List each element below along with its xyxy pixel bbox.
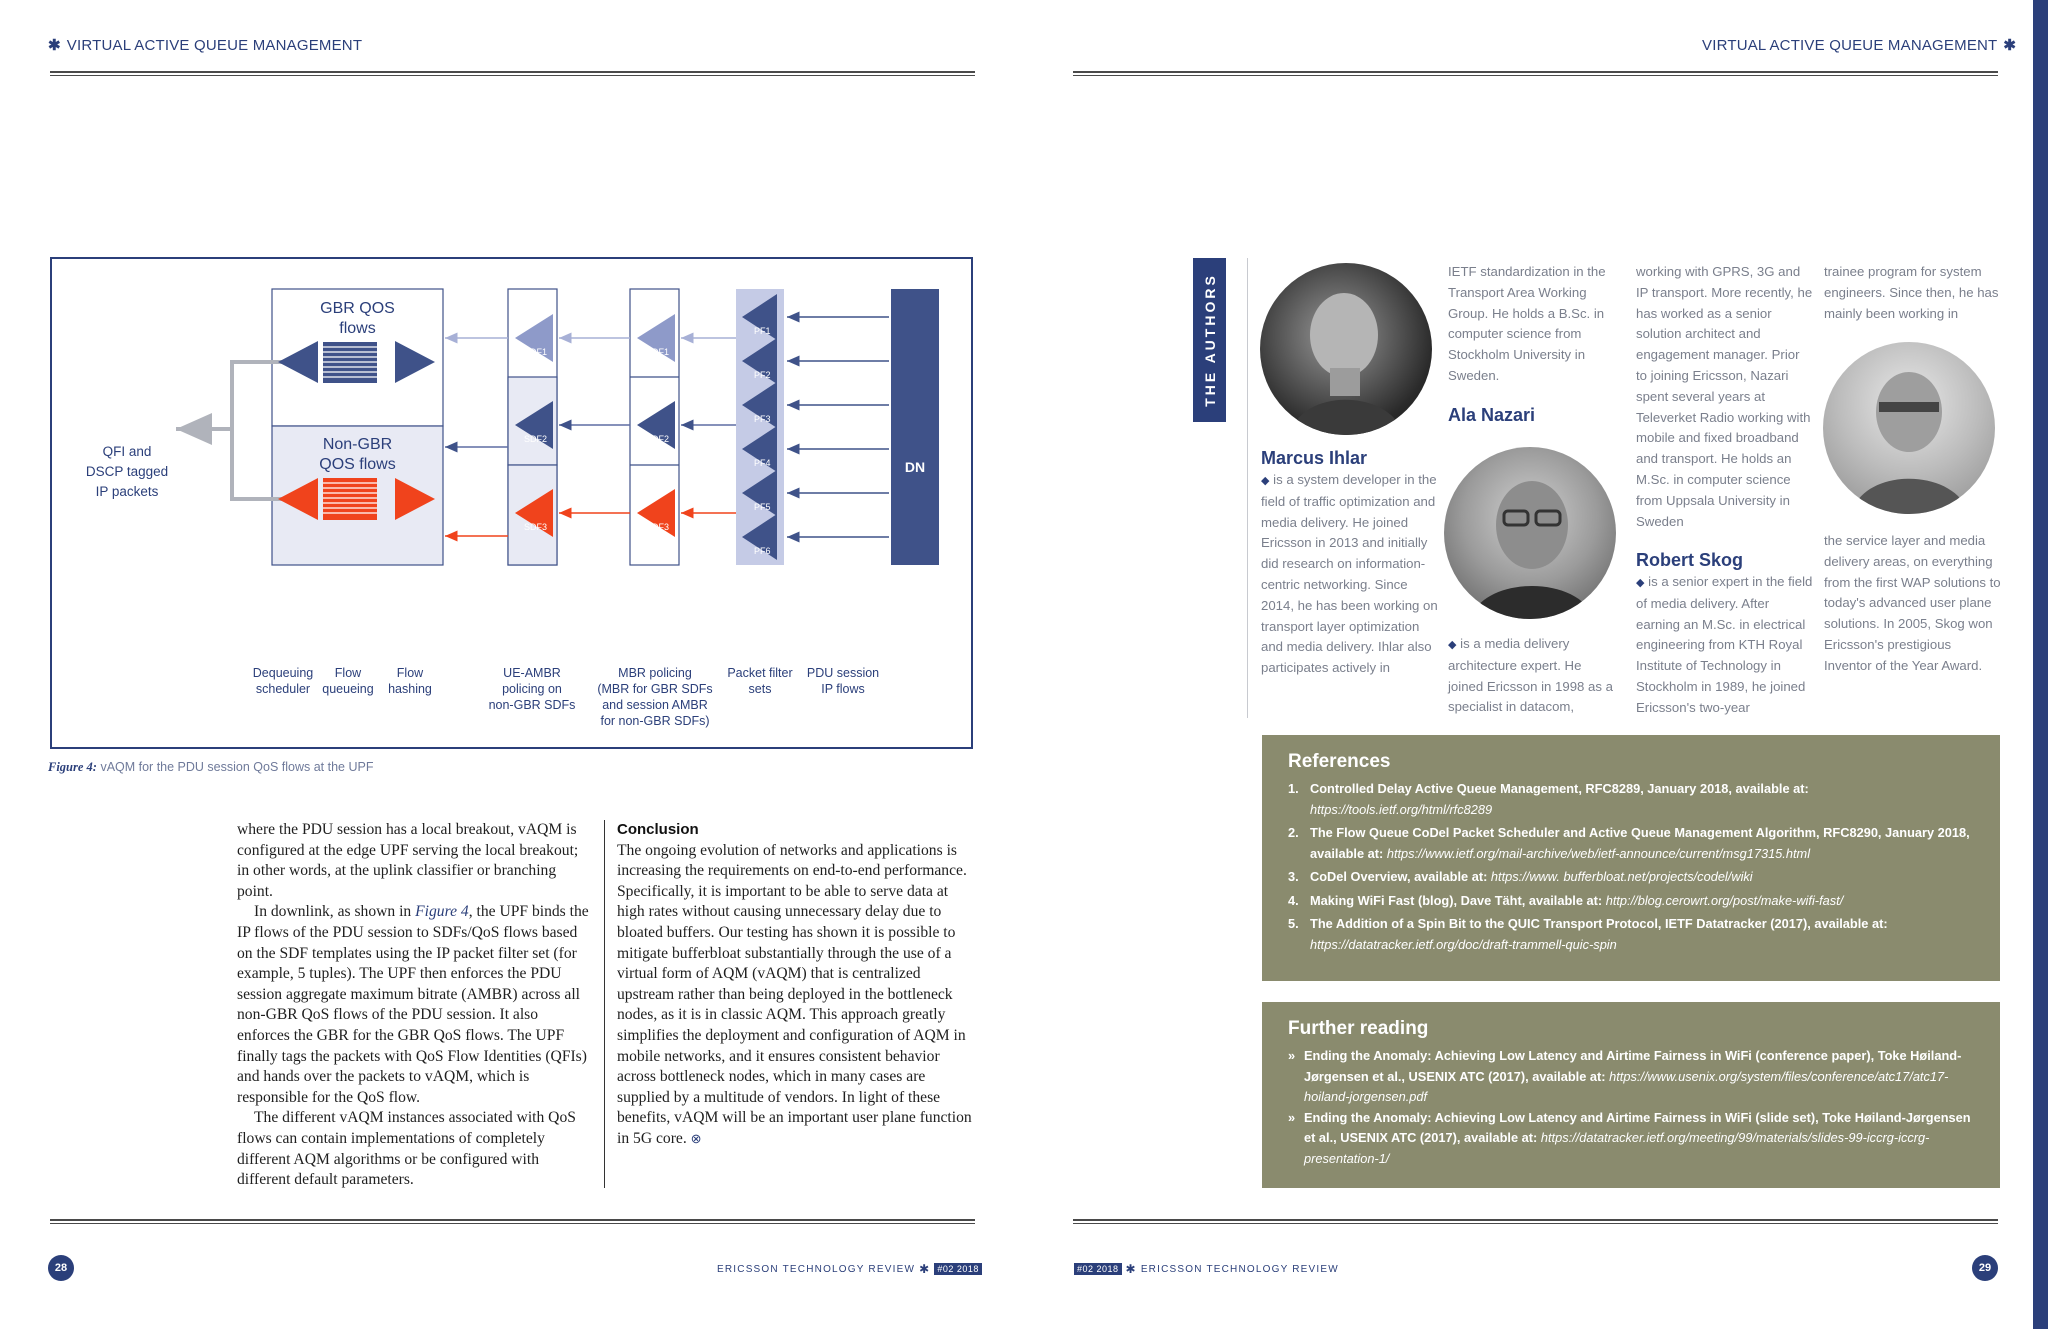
- sdf1-mbr: SDF1: [646, 347, 670, 357]
- header-rule-right: [1073, 71, 1998, 76]
- portrait-icon: [1444, 447, 1616, 619]
- avatar-robert: [1823, 342, 1995, 514]
- avatar-ala: [1444, 447, 1616, 619]
- footer-rule-right: [1073, 1219, 1998, 1224]
- conclusion-text: The ongoing evolution of networks and applications is increasing the requirements on end-to-end performance. Specifically, it is important to be able to serve data at high rates without causing unnecessary delay due to bloated buffers. Our testing has shown it is possible to mitigate bufferbloat substantially through the use of a virtual form of AQM (vAQM) that is centralized upstream rather than being deployed in the bottleneck nodes, as it is in classic AQM. This approach greatly simplifies the deployment and configuration of AQM in mobile networks, and it ensures consistent behavior across bottleneck nodes, which in many cases are supplied by a multitude of vendors. In light of these benefits, vAQM will be an important user plane function in 5G core.: [617, 841, 972, 1147]
- label-ue-ambr: UE-AMBR policing on non-GBR SDFs: [488, 666, 576, 712]
- bio-ala: ◆ is a media delivery architecture expert. He joined Ericsson in 1998 as a specialist in datacom,: [1448, 636, 1613, 715]
- dn-label: DN: [904, 459, 926, 475]
- references-list: [1288, 779, 1974, 955]
- reference-item: 5. The Addition of a Spin Bit to the QUIC Transport Protocol, IETF Datatracker (2017), available at: https://datatracker.ietf.org/doc/draft-trammell-quic-spin: [1288, 916, 1888, 952]
- diamond-bullet-icon: ◆: [1636, 577, 1645, 589]
- asterisk-icon: ✱: [919, 1262, 931, 1276]
- author-name-ala: Ala Nazari: [1448, 405, 1536, 425]
- sdf2-mbr: SDF2: [646, 434, 670, 444]
- bio-col3-top: working with GPRS, 3G and IP transport. More recently, he has worked as a senior solution architect and engagement manager. Prior to joining Ericsson, Nazari spent several years at Televerket Radio working with mobile and fixed broadband and transport. He holds an M.Sc. in computer science from Uppsala University in Sweden: [1636, 264, 1813, 529]
- reference-item: 2. The Flow Queue CoDel Packet Scheduler and Active Queue Management Algorithm, RFC8290, January 2018, available at: https://www.ietf.org/mail-archive/web/ietf-announce/current/msg17315.html: [1288, 825, 1970, 861]
- further-link[interactable]: https://datatracker.ietf.org/meeting/99/materials/slides-99-iccrg-iccrg-presentation-1/: [1304, 1130, 1930, 1166]
- author-name-marcus: Marcus Ihlar: [1261, 448, 1368, 468]
- bio-col2-top: IETF standardization in the Transport Area Working Group. He holds a B.Sc. in computer science from Stockholm University in Sweden.: [1448, 264, 1606, 383]
- paragraph: where the PDU session has a local breakout, vAQM is configured at the edge UPF serving the local breakout; in other words, at the uplink classifier or branching point.: [237, 821, 579, 900]
- paragraph: In downlink, as shown in Figure 4, the UPF binds the IP flows of the PDU session to SDFs/QoS flows based on the SDF templates using the IP packet filter set (for example, 5 tuples). The UPF then enforces the PDU session aggregate maximum bitrate (AMBR) across all non-GBR QoS flows of the PDU session. It also enforces the GBR for the GBR QoS flows. The UPF finally tags the packets with QoS Flow Identities (QFIs) and hands over the packets to vAQM, which is responsible for the QoS flow.: [237, 903, 589, 1106]
- pf1-label: PF1: [754, 326, 771, 336]
- label-mbr: MBR policing (MBR for GBR SDFs and session AMBR for non-GBR SDFs): [597, 666, 713, 728]
- reference-link[interactable]: https://datatracker.ietf.org/doc/draft-trammell-quic-spin: [1310, 936, 1617, 952]
- portrait-icon: [1260, 263, 1432, 435]
- body-column-1: [237, 820, 591, 1191]
- reference-link[interactable]: https://www. bufferbloat.net/projects/codel/wiki: [1490, 869, 1753, 884]
- bio-robert: Robert Skog ◆ is a senior expert in the field of media delivery. After earning an M.Sc. in electrical engineering from KTH Royal Institute of Technology in Stockholm in 1989, he joined Ericsson's two-year: [1636, 550, 1813, 715]
- portrait-icon: [1823, 342, 1995, 514]
- reference-item: 1. Controlled Delay Active Queue Management, RFC8289, January 2018, available at: https://tools.ietf.org/html/rfc8289: [1288, 781, 1809, 817]
- reference-link[interactable]: https://www.ietf.org/mail-archive/web/ietf-announce/current/msg17315.html: [1386, 845, 1811, 861]
- label-flow-hashing: Flow hashing: [388, 666, 432, 696]
- pf5-label: PF5: [754, 502, 771, 512]
- figure-4-link[interactable]: Figure 4: [415, 903, 469, 921]
- sdf3-mbr: SDF3: [646, 522, 670, 532]
- further-reading-heading: Further reading: [1288, 1018, 1429, 1039]
- further-reading-box: [1262, 1002, 2000, 1188]
- further-item: » Ending the Anomaly: Achieving Low Latency and Airtime Fairness in WiFi (conference paper), Toke Høiland-Jørgensen et al., USENIX ATC (2017), available at: https://www.usenix.org/system/files/conference/atc17/atc17-hoiland-jorgensen.pdf: [1288, 1046, 1974, 1108]
- sdf2-ue: SDF2: [524, 434, 548, 444]
- running-header-left: ✱ VIRTUAL ACTIVE QUEUE MANAGEMENT: [48, 37, 363, 54]
- references-box: [1262, 735, 2000, 981]
- reference-link[interactable]: http://blog.cerowrt.org/post/make-wifi-fast/: [1605, 892, 1844, 908]
- figure-frame: [50, 257, 973, 749]
- pf3-label: PF3: [754, 414, 771, 424]
- authors-tab: THE AUTHORS: [1193, 258, 1226, 422]
- conclusion-heading: Conclusion: [617, 821, 699, 838]
- footer-rule-left: [50, 1219, 975, 1224]
- diamond-bullet-icon: ◆: [1448, 639, 1457, 651]
- header-rule-left: [50, 71, 975, 76]
- author-name-robert: Robert Skog: [1636, 550, 1744, 570]
- reference-item: 3. CoDel Overview, available at: https://www. bufferbloat.net/projects/codel/wiki: [1288, 869, 1753, 884]
- chevron-bullet-icon: »: [1288, 1048, 1296, 1063]
- reference-link[interactable]: https://tools.ietf.org/html/rfc8289: [1310, 801, 1493, 817]
- label-flow-queueing: Flow queueing: [322, 666, 374, 696]
- label-dequeuing: Dequeuing scheduler: [252, 666, 314, 696]
- chevron-bullet-icon: »: [1288, 1109, 1296, 1125]
- diamond-bullet-icon: ◆: [1261, 475, 1270, 487]
- pf2-label: PF2: [754, 370, 771, 380]
- qfi-label: QFI and DSCP tagged IP packets: [85, 444, 169, 499]
- bio-col4-top: trainee program for system engineers. Since then, he has mainly been working in: [1824, 264, 1999, 321]
- end-mark-icon: ⊗: [690, 1130, 702, 1146]
- authors-divider: [1247, 258, 1248, 718]
- page-number-right: 29: [1972, 1255, 1998, 1281]
- bio-col4-bottom: the service layer and media delivery areas, on everything from the first WAP solutions to today's advanced user plane solutions. In 2005, Skog won Ericsson's prestigious Inventor of the Year Award.: [1824, 533, 2001, 673]
- gbr-label: GBR QOS flows: [320, 300, 395, 337]
- asterisk-icon: ✱: [1125, 1262, 1137, 1276]
- page-edge-bar: [2033, 0, 2048, 1329]
- nongbr-label: Non-GBR QOS flows: [319, 436, 396, 473]
- footer-left: ERICSSON TECHNOLOGY REVIEW ✱ #02 2018: [717, 1262, 982, 1276]
- avatar-marcus: [1260, 263, 1432, 435]
- pf4-label: PF4: [754, 458, 771, 468]
- pf6-label: PF6: [754, 546, 771, 556]
- further-reading-list: [1288, 1046, 1974, 1169]
- figure-caption: Figure 4: vAQM for the PDU session QoS flows at the UPF: [48, 760, 374, 774]
- label-packet-filter: Packet filter sets: [727, 666, 793, 696]
- further-item: » Ending the Anomaly: Achieving Low Latency and Airtime Fairness in WiFi (slide set), Toke Høiland-Jørgensen et al., USENIX ATC (2017), available at: https://datatracker.ietf.org/meeting/99/materials/slides-99-iccrg-iccrg-presentation-1/: [1288, 1108, 1974, 1170]
- paragraph: The different vAQM instances associated with QoS flows can contain implementations of completely different AQM algorithms or be configured with different default parameters.: [237, 1109, 576, 1189]
- asterisk-icon: ✱: [2003, 37, 2017, 54]
- running-header-right: VIRTUAL ACTIVE QUEUE MANAGEMENT ✱: [1702, 37, 2017, 54]
- column-divider: [604, 820, 605, 1188]
- sdf3-ue: SDF3: [524, 522, 548, 532]
- footer-right: #02 2018 ✱ ERICSSON TECHNOLOGY REVIEW: [1074, 1262, 1339, 1276]
- sdf1-ue: SDF1: [524, 347, 548, 357]
- references-heading: References: [1288, 751, 1391, 772]
- author-name-ala-wrap: [1448, 403, 1620, 427]
- reference-item: 4. Making WiFi Fast (blog), Dave Täht, available at: http://blog.cerowrt.org/post/make-wifi-fast/: [1288, 892, 1844, 908]
- further-link[interactable]: https://www.usenix.org/system/files/conference/atc17/atc17-hoiland-jorgensen.pdf: [1304, 1068, 1949, 1104]
- conclusion-column: [617, 820, 973, 1150]
- bio-marcus: Marcus Ihlar ◆ is a system developer in the field of traffic optimization and media delivery. He joined Ericsson in 2013 and initially did research on information-centric networking. Since 2014, he has been working on transport layer optimization and media delivery. Ihlar also participates actively in: [1261, 446, 1441, 679]
- page-number-left: 28: [48, 1255, 74, 1281]
- label-pdu-session: PDU session IP flows: [806, 666, 880, 696]
- asterisk-icon: ✱: [48, 37, 61, 54]
